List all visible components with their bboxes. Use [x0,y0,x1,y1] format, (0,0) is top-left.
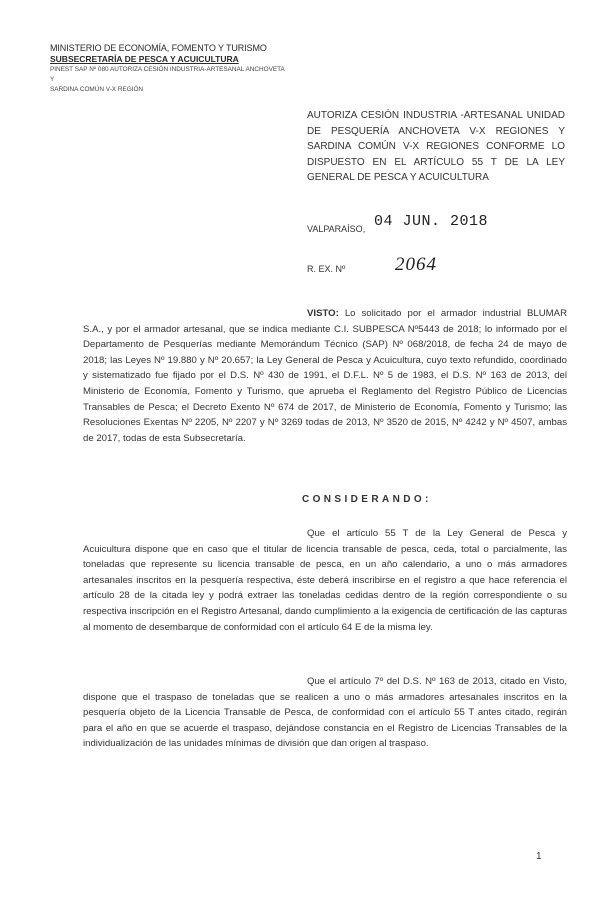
visto-label: VISTO: [307,308,339,319]
reference-line-1: PINEST SAP Nº 080 AUTORIZA CESIÓN INDUSTRIA-ARTESANAL ANCHOVETA Y [50,66,285,83]
rex-number-stamp: 2064 [395,254,437,275]
page-number: 1 [536,851,542,862]
considerando-heading: CONSIDERANDO: [302,494,432,505]
visto-paragraph [83,306,567,446]
date-stamp: 04 JUN. 2018 [374,213,489,230]
considerando-paragraph-2: Que el artículo 7º del D.S. Nº 163 de 2013, citado en Visto, dispone que el traspaso de toneladas que se realicen a uno o más armadores artesanales inscritos en la pesquería objeto de la Licencia Transable de Pesca, de conformidad con el artículo 55 T antes citado, regirán para el año en que se acuerde el traspaso, dejándose constancia en el Registro de Licencias Transables de la individualización de las unidades mínimas de división que dan origen al traspaso. [83,676,567,750]
visto-text: Lo solicitado por el armador industrial BLUMAR S.A., y por el armador artesanal, que se indica mediante C.I. SUBPESCA Nº5443 de 2018; lo informado por el Departamento de Pesquerías mediante Memorándum Técnico (SAP) Nº 068/2018, de fecha 24 de mayo de 2018; las Leyes Nº 19.880 y Nº 20.657; la Ley General de Pesca y Acuicultura, cuyo texto refundido, coordinado y sistematizado fue fijado por el D.S. Nº 430 de 1991, el D.F.L. Nº 5 de 1983, el D.S. Nº 163 de 2013, del Ministerio de Economía, Fomento y Turismo, que aprueba el Reglamento del Registro Público de Licencias Transables de Pesca; el Decreto Exento Nº 674 de 2017, de Ministerio de Economía, Fomento y Turismo; las Resoluciones Exentas Nº 2205, Nº 2207 y Nº 3269 todas de 2013, Nº 3520 de 2015, Nº 4242 y Nº 4507, ambas de 2017, todas de esta Subsecretaría. [83,308,567,444]
rex-label: R. EX. Nº [307,264,346,274]
ministry-name: MINISTERIO DE ECONOMÍA, FOMENTO Y TURISMO [50,43,267,53]
place-label: VALPARAÍSO, [307,224,366,234]
subsecretaria-name: SUBSECRETARÍA DE PESCA Y ACUICULTURA [50,54,239,64]
considerando-paragraph-1: Que el artículo 55 T de la Ley General de Pesca y Acuicultura dispone que en caso que el titular de licencia transable de pesca, ceda, total o parcialmente, las toneladas que represente su licencia transable de pesca, en un año calendario, a uno o más armadores artesanales inscritos en la pesquería respectiva, éste deberá inscribirse en el registro a que hace referencia el artículo 28 de la citada ley y podrá extraer las toneladas cedidas dentro de la región correspondiente o su respectiva inscripción en el Registro Artesanal, dando cumplimiento a la exigencia de certificación de las capturas al momento de desembarque de conformidad con el artículo 64 E de la misma ley. [83,528,567,633]
resolution-subject: AUTORIZA CESIÓN INDUSTRIA -ARTESANAL UNIDAD DE PESQUERÍA ANCHOVETA V-X REGIONES Y SARDINA COMÚN V-X REGIONES CONFORME LO DISPUESTO EN EL ARTÍCULO 55 T DE LA LEY GENERAL DE PESCA Y ACUICULTURA [307,110,565,183]
reference-line-2: SARDINA COMÚN V-X REGIÓN [50,86,144,93]
letterhead [50,43,290,95]
